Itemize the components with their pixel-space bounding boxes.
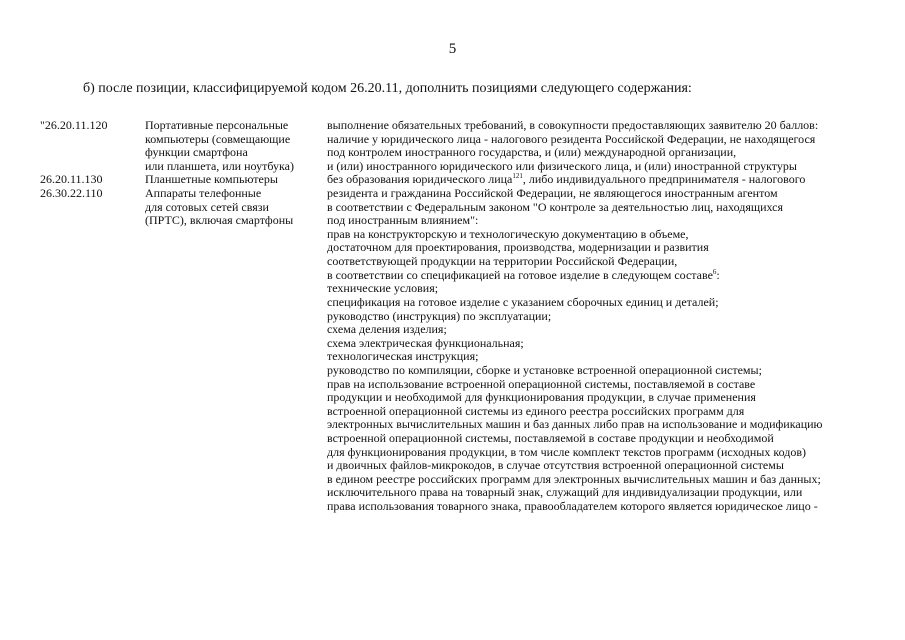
requirement-line: встроенной операционной системы из единого реестра российских программ для: [327, 403, 745, 418]
requirement-line: прав на конструкторскую и технологическую документацию в объеме,: [327, 226, 689, 241]
requirement-line: выполнение обязательных требований, в совокупности предоставляющих заявителю 20 баллов:: [327, 118, 819, 132]
requirement-line: схема деления изделия;: [327, 322, 447, 337]
code-cell: [40, 146, 140, 160]
product-name-line: компьютеры (совмещающие: [145, 131, 291, 146]
requirement-text: в соответствии со спецификацией на готовое изделие в следующем составе: [327, 267, 713, 282]
requirement-line: руководство (инструкция) по эксплуатации;: [327, 308, 552, 323]
product-name-line: функции смартфона: [145, 145, 248, 160]
requirement-line: спецификация на готовое изделие с указанием сборочных единиц и деталей;: [327, 294, 719, 309]
requirement-line: встроенной операционной системы, поставляемой в составе продукции и необходимой: [327, 431, 774, 446]
requirement-line: соответствующей продукции на территории Российской Федерации,: [327, 254, 678, 269]
requirement-line: в соответствии с Федеральным законом "О контроле за деятельностью лиц, находящихся: [327, 199, 784, 214]
requirement-line: технические условия;: [327, 281, 439, 296]
requirement-line: для функционирования продукции, в том числе комплект текстов программ (исходных кодов): [327, 444, 807, 459]
product-name-line: Планшетные компьютеры: [145, 172, 278, 187]
footnote-marker: 12: [512, 172, 520, 181]
footnote-marker: 1: [519, 172, 523, 181]
code-cell: 26.20.11.130: [40, 172, 103, 187]
requirement-line: схема электрическая функциональная;: [327, 335, 524, 350]
requirement-line: достаточном для проектирования, производства, модернизации и развития: [327, 240, 709, 255]
product-name-line: для сотовых сетей связи: [145, 199, 269, 214]
requirement-line: [327, 173, 887, 187]
requirement-text: , либо индивидуального предпринимателя - налогового: [522, 172, 806, 187]
footnote-marker: 6: [712, 267, 717, 276]
intro-paragraph: б) после позиции, классифицируемой кодом 26.20.11, дополнить позициями следующего содержания:: [83, 81, 692, 96]
requirement-text: без образования юридического лица: [327, 172, 513, 187]
product-name-line: или планшета, или ноутбука): [145, 158, 294, 173]
requirement-line: продукции и необходимой для функционирования продукции, в случае применения: [327, 390, 756, 405]
requirements-column: [327, 119, 887, 514]
product-names-column: [145, 119, 320, 228]
requirement-text: :: [716, 267, 720, 282]
requirement-line: права использования товарного знака, правообладателем которого является юридическое лицо -: [327, 499, 818, 514]
requirement-line: руководство по компиляции, сборке и установке встроенной операционной системы;: [327, 362, 762, 377]
requirement-line: наличие у юридического лица - налогового резидента Российской Федерации, не находящегося: [327, 131, 816, 146]
code-cell: "26.20.11.120: [40, 118, 108, 132]
page-number: 5: [448, 41, 457, 57]
requirement-line: прав на использование встроенной операционной системы, поставляемой в составе: [327, 376, 756, 391]
product-name-line: Портативные персональные: [145, 118, 289, 132]
requirement-line: под контролем иностранного государства, и (или) международной организации,: [327, 145, 737, 160]
code-cell: 26.30.22.110: [40, 186, 103, 201]
requirement-line: и (или) иностранного юридического или физического лица, и (или) иностранной структуры: [327, 158, 797, 173]
codes-column: [40, 119, 140, 201]
requirement-line: исключительного права на товарный знак, служащий для индивидуализации продукции, или: [327, 485, 803, 500]
product-name-line: Аппараты телефонные: [145, 186, 262, 201]
code-cell: [40, 133, 140, 147]
requirement-line: и двоичных файлов-микрокодов, в случае отсутствия встроенной операционной системы: [327, 458, 784, 473]
product-name-line: (ПРТС), включая смартфоны: [145, 213, 294, 228]
requirement-line: резидента и гражданина Российской Федерации, не являющегося иностранным агентом: [327, 186, 778, 201]
requirement-line: технологическая инструкция;: [327, 349, 479, 364]
requirement-line: в едином реестре российских программ для электронных вычислительных машин и баз данных;: [327, 471, 821, 486]
requirement-line: под иностранным влиянием":: [327, 213, 479, 228]
requirement-line: [327, 269, 887, 283]
code-cell: [40, 160, 140, 174]
requirement-line: электронных вычислительных машин и баз данных либо прав на использование и модификацию: [327, 417, 823, 432]
